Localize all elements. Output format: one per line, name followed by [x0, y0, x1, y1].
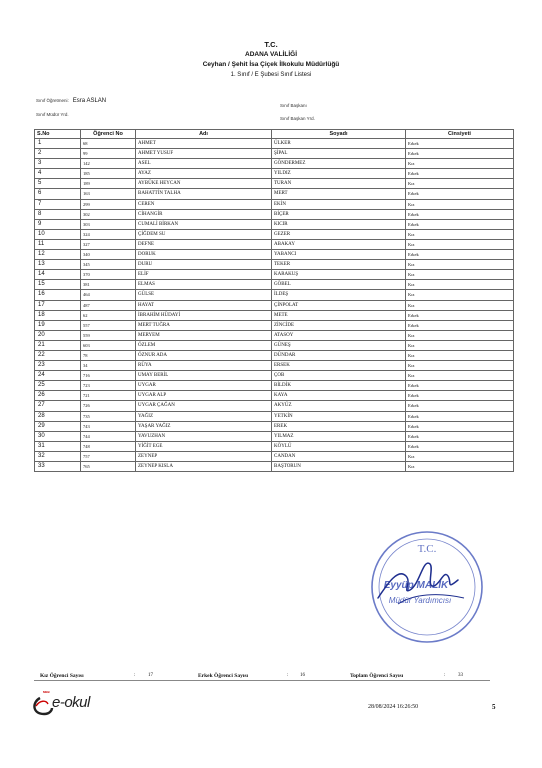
cell-name: ELMAS: [136, 280, 272, 290]
cell-student-no: 370: [81, 270, 136, 280]
total-count-sep: :: [444, 673, 446, 678]
cell-gender: Kız: [406, 270, 514, 280]
cell-name: YAVUZHAN: [136, 431, 272, 441]
table-row: [35, 139, 514, 149]
cell-surname: BİÇER: [272, 209, 406, 219]
cell-surname: KAYA: [272, 391, 406, 401]
cell-name: CEREN: [136, 199, 272, 209]
cell-sno: 1: [35, 139, 81, 149]
total-count-value: 33: [458, 673, 463, 678]
cell-sno: 11: [35, 239, 81, 249]
cell-name: CİHANGİR: [136, 209, 272, 219]
table-row: [35, 169, 514, 179]
cell-gender: Erkek: [406, 219, 514, 229]
cell-gender: Kız: [406, 229, 514, 239]
cell-sno: 4: [35, 169, 81, 179]
table-row: [35, 209, 514, 219]
col-header-gender: Cinsiyeti: [406, 130, 514, 139]
cell-name: AYAZ: [136, 169, 272, 179]
table-row: [35, 250, 514, 260]
assistant-label: Sınıf Müdür Yrd.: [36, 112, 69, 117]
girls-count-sep: :: [134, 673, 136, 678]
cell-gender: Erkek: [406, 441, 514, 451]
cell-gender: Kız: [406, 340, 514, 350]
table-row: [35, 462, 514, 472]
table-row: [35, 320, 514, 330]
cell-sno: 21: [35, 340, 81, 350]
cell-gender: Kız: [406, 451, 514, 461]
cell-name: ZEYNEP: [136, 451, 272, 461]
cell-student-no: 716: [81, 371, 136, 381]
cell-surname: ÜLKER: [272, 139, 406, 149]
cell-surname: GÖBEL: [272, 280, 406, 290]
cell-gender: Kız: [406, 330, 514, 340]
table-row: [35, 441, 514, 451]
cell-student-no: 142: [81, 159, 136, 169]
table-row: [35, 179, 514, 189]
page-number: 5: [492, 703, 496, 711]
student-list-table: [34, 129, 514, 472]
cell-student-no: 464: [81, 290, 136, 300]
cell-surname: BİLDİK: [272, 381, 406, 391]
cell-surname: BAŞTORUN: [272, 462, 406, 472]
teacher-row: [36, 98, 106, 104]
cell-sno: 31: [35, 441, 81, 451]
cell-sno: 24: [35, 371, 81, 381]
cell-name: İBRAHİM HÜDAYİ: [136, 310, 272, 320]
teacher-label: Sınıf Öğretmeni:: [36, 98, 69, 103]
cell-surname: YILDIZ: [272, 169, 406, 179]
cell-student-no: 163: [81, 189, 136, 199]
cell-gender: Erkek: [406, 209, 514, 219]
cell-student-no: 721: [81, 391, 136, 401]
table-row: [35, 411, 514, 421]
table-row: [35, 270, 514, 280]
cell-sno: 29: [35, 421, 81, 431]
cell-surname: CANDAN: [272, 451, 406, 461]
table-row: [35, 290, 514, 300]
cell-surname: TEKER: [272, 260, 406, 270]
cell-student-no: 189: [81, 179, 136, 189]
cell-sno: 20: [35, 330, 81, 340]
cell-name: DORUK: [136, 250, 272, 260]
cell-surname: TURAN: [272, 179, 406, 189]
footer-divider: [34, 680, 490, 681]
table-header-row: [35, 130, 514, 139]
cell-sno: 3: [35, 159, 81, 169]
cell-student-no: 299: [81, 199, 136, 209]
cell-gender: Erkek: [406, 189, 514, 199]
cell-name: UYGAR ALP: [136, 391, 272, 401]
cell-name: RÜYA: [136, 361, 272, 371]
cell-sno: 32: [35, 451, 81, 461]
col-header-name: Adı: [136, 130, 272, 139]
girls-count-value: 17: [148, 673, 153, 678]
girls-count-label: Kız Öğrenci Sayısı: [40, 673, 84, 679]
cell-surname: MERT: [272, 189, 406, 199]
cell-surname: EREK: [272, 421, 406, 431]
cell-gender: Kız: [406, 290, 514, 300]
cell-gender: Erkek: [406, 411, 514, 421]
cell-surname: ERSEK: [272, 361, 406, 371]
cell-sno: 17: [35, 300, 81, 310]
cell-surname: ÇİNPOLAT: [272, 300, 406, 310]
cell-student-no: 303: [81, 219, 136, 229]
cell-sno: 22: [35, 350, 81, 360]
table-row: [35, 381, 514, 391]
state-heading: T.C.: [264, 40, 278, 49]
cell-gender: Kız: [406, 179, 514, 189]
cell-student-no: 735: [81, 411, 136, 421]
cell-surname: YILMAZ: [272, 431, 406, 441]
cell-sno: 30: [35, 431, 81, 441]
cell-gender: Erkek: [406, 320, 514, 330]
table-row: [35, 361, 514, 371]
table-row: [35, 371, 514, 381]
teacher-value: Esra ASLAN: [72, 98, 107, 104]
cell-gender: Kız: [406, 361, 514, 371]
col-header-student-no: Öğrenci No: [81, 130, 136, 139]
cell-sno: 26: [35, 391, 81, 401]
cell-student-no: 726: [81, 401, 136, 411]
cell-sno: 33: [35, 462, 81, 472]
table-row: [35, 451, 514, 461]
print-timestamp: 28/08/2024 16:26:50: [368, 704, 419, 710]
cell-surname: KICIR: [272, 219, 406, 229]
cell-surname: KÖYLÜ: [272, 441, 406, 451]
cell-sno: 18: [35, 310, 81, 320]
table-row: [35, 229, 514, 239]
cell-name: AYBÜKE HEYCAN: [136, 179, 272, 189]
cell-student-no: 757: [81, 451, 136, 461]
cell-student-no: 185: [81, 169, 136, 179]
cell-surname: GÖNDERMEZ: [272, 159, 406, 169]
stamp-name-text: Eyyüp MALİK: [383, 580, 449, 591]
cell-name: ASEL: [136, 159, 272, 169]
cell-name: ÇİĞDEM SU: [136, 229, 272, 239]
cell-sno: 16: [35, 290, 81, 300]
col-header-sno: S.No: [35, 130, 81, 139]
cell-student-no: 381: [81, 280, 136, 290]
cell-surname: KARAKUŞ: [272, 270, 406, 280]
cell-student-no: 99: [81, 149, 136, 159]
table-row: [35, 310, 514, 320]
table-row: [35, 189, 514, 199]
cell-gender: Kız: [406, 462, 514, 472]
table-row: [35, 149, 514, 159]
school-stamp: [368, 528, 486, 646]
total-count-label: Toplam Öğrenci Sayısı: [350, 673, 404, 679]
cell-student-no: 78: [81, 350, 136, 360]
cell-surname: ABAKAY: [272, 239, 406, 249]
cell-gender: Erkek: [406, 169, 514, 179]
cell-student-no: 743: [81, 421, 136, 431]
table-row: [35, 280, 514, 290]
cell-student-no: 723: [81, 381, 136, 391]
cell-student-no: 62: [81, 310, 136, 320]
cell-name: CUMALİ BİRKAN: [136, 219, 272, 229]
cell-name: YAŞAR YAĞIZ: [136, 421, 272, 431]
cell-surname: İLDEŞ: [272, 290, 406, 300]
cell-name: DURU: [136, 260, 272, 270]
cell-name: BAHATTİN TALHA: [136, 189, 272, 199]
cell-name: AHMET YUSUF: [136, 149, 272, 159]
cell-gender: Erkek: [406, 431, 514, 441]
cell-name: HAYAT: [136, 300, 272, 310]
school-heading: Ceyhan / Şehit İsa Çiçek İlkokulu Müdürlüğü: [202, 61, 340, 68]
governorship-heading: ADANA VALİLİĞİ: [245, 51, 297, 58]
cell-name: UYGAR: [136, 381, 272, 391]
boys-count-sep: :: [287, 673, 289, 678]
cell-sno: 2: [35, 149, 81, 159]
cell-name: DEFNE: [136, 239, 272, 249]
cell-sno: 9: [35, 219, 81, 229]
table-row: [35, 219, 514, 229]
boys-count-value: 16: [300, 673, 305, 678]
cell-sno: 10: [35, 229, 81, 239]
table-row: [35, 421, 514, 431]
cell-student-no: 748: [81, 441, 136, 451]
cell-sno: 6: [35, 189, 81, 199]
cell-name: MERT TUĞRA: [136, 320, 272, 330]
cell-sno: 19: [35, 320, 81, 330]
col-header-surname: Soyadı: [272, 130, 406, 139]
cell-name: UYGAR ÇAĞAN: [136, 401, 272, 411]
cell-name: ZEYNEP KISLA: [136, 462, 272, 472]
cell-name: GÜLSE: [136, 290, 272, 300]
table-row: [35, 340, 514, 350]
table-row: [35, 199, 514, 209]
table-row: [35, 260, 514, 270]
cell-gender: Erkek: [406, 149, 514, 159]
cell-student-no: 744: [81, 431, 136, 441]
cell-surname: EKİN: [272, 199, 406, 209]
cell-surname: GÜNEŞ: [272, 340, 406, 350]
table-row: [35, 431, 514, 441]
cell-sno: 23: [35, 361, 81, 371]
table-row: [35, 391, 514, 401]
cell-student-no: 327: [81, 239, 136, 249]
stamp-top-text: T.C.: [417, 543, 437, 555]
cell-gender: Erkek: [406, 381, 514, 391]
cell-student-no: 487: [81, 300, 136, 310]
cell-gender: Erkek: [406, 250, 514, 260]
cell-gender: Erkek: [406, 310, 514, 320]
cell-gender: Kız: [406, 350, 514, 360]
cell-gender: Erkek: [406, 391, 514, 401]
cell-student-no: 559: [81, 330, 136, 340]
cell-sno: 12: [35, 250, 81, 260]
cell-surname: ÇOB: [272, 371, 406, 381]
cell-student-no: 340: [81, 250, 136, 260]
cell-surname: DÜNDAR: [272, 350, 406, 360]
cell-surname: YABANCI: [272, 250, 406, 260]
cell-surname: ATASOY: [272, 330, 406, 340]
table-row: [35, 401, 514, 411]
cell-surname: METE: [272, 310, 406, 320]
table-row: [35, 300, 514, 310]
cell-surname: GEZER: [272, 229, 406, 239]
cell-sno: 25: [35, 381, 81, 391]
stamp-role-text: Müdür Yardımcısı: [388, 596, 452, 605]
cell-gender: Kız: [406, 199, 514, 209]
table-row: [35, 330, 514, 340]
table-row: [35, 350, 514, 360]
table-row: [35, 159, 514, 169]
cell-name: YİĞİT EGE: [136, 441, 272, 451]
cell-surname: ŞİPAL: [272, 149, 406, 159]
cell-gender: Kız: [406, 280, 514, 290]
cell-student-no: 302: [81, 209, 136, 219]
cell-sno: 5: [35, 179, 81, 189]
class-vice-president-label: Sınıf Başkan Yrd.: [280, 116, 315, 121]
cell-name: ÖZLEM: [136, 340, 272, 350]
cell-sno: 7: [35, 199, 81, 209]
table-row: [35, 239, 514, 249]
class-president-label: Sınıf Başkanı: [280, 103, 307, 108]
cell-name: YAĞIZ: [136, 411, 272, 421]
cell-gender: Kız: [406, 371, 514, 381]
cell-student-no: 603: [81, 340, 136, 350]
cell-name: UMAY BERİL: [136, 371, 272, 381]
cell-sno: 8: [35, 209, 81, 219]
cell-surname: ZİNCİDE: [272, 320, 406, 330]
cell-name: ÖZNUR ADA: [136, 350, 272, 360]
cell-sno: 27: [35, 401, 81, 411]
eokul-logo-text: e-okul: [52, 694, 90, 711]
cell-surname: YETKİN: [272, 411, 406, 421]
cell-gender: Erkek: [406, 401, 514, 411]
cell-student-no: 345: [81, 260, 136, 270]
cell-name: AHMET: [136, 139, 272, 149]
cell-gender: Kız: [406, 300, 514, 310]
boys-count-label: Erkek Öğrenci Sayısı: [198, 673, 249, 679]
cell-gender: Kız: [406, 239, 514, 249]
cell-sno: 14: [35, 270, 81, 280]
cell-student-no: 765: [81, 462, 136, 472]
meb-label: MEB: [43, 690, 50, 694]
cell-gender: Kız: [406, 260, 514, 270]
cell-student-no: 324: [81, 229, 136, 239]
class-list-title: 1. Sınıf / E Şubesi Sınıf Listesi: [230, 72, 312, 78]
cell-sno: 13: [35, 260, 81, 270]
cell-name: MERYEM: [136, 330, 272, 340]
cell-gender: Erkek: [406, 421, 514, 431]
cell-sno: 15: [35, 280, 81, 290]
cell-gender: Erkek: [406, 139, 514, 149]
cell-gender: Kız: [406, 159, 514, 169]
cell-name: ELİF: [136, 270, 272, 280]
cell-student-no: 557: [81, 320, 136, 330]
cell-sno: 28: [35, 411, 81, 421]
cell-student-no: 34: [81, 361, 136, 371]
cell-student-no: 68: [81, 139, 136, 149]
cell-surname: AKYÜZ: [272, 401, 406, 411]
